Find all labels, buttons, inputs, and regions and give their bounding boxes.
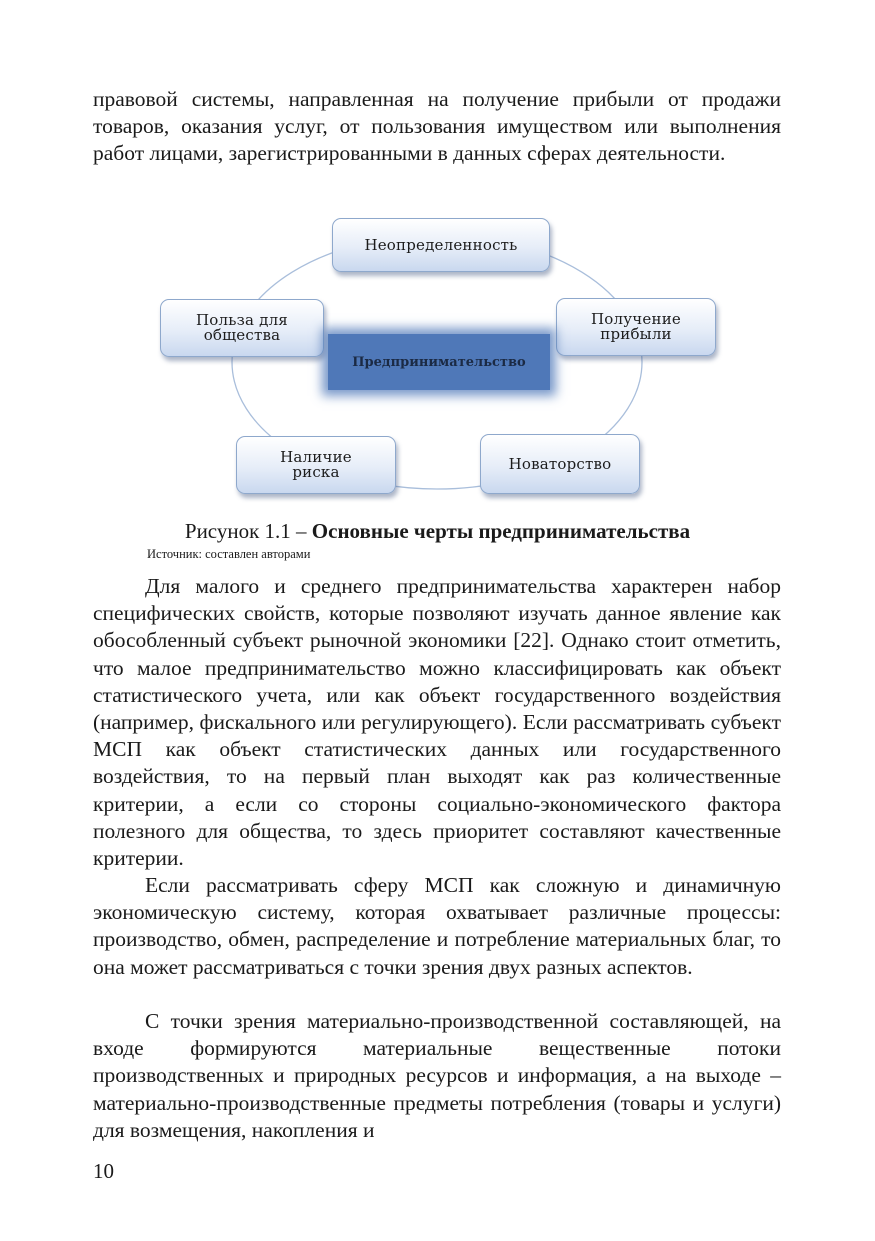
node-uncertainty: Неопределенность [332, 218, 550, 272]
paragraph-continued: правовой системы, направленная на получение прибыли от продажи товаров, оказания услуг, от пользования имуществом или выполнения работ лицами, зарегистрированными в данных сферах деятельности. [93, 87, 781, 166]
node-public-benefit: Польза для общества [160, 299, 324, 357]
paragraph-material-production: С точки зрения материально-производственной составляющей, на входе формируются материальные вещественные потоки производственных и природных ресурсов и информация, а на выходе – материально-производственные предметы потребления (товары и услуги) для возмещения, накопления и [93, 1009, 781, 1142]
caption-prefix: Рисунок 1.1 – [184, 519, 312, 543]
node-innovation: Новаторство [480, 434, 640, 494]
node-risk: Наличие риска [236, 436, 396, 494]
figure-caption [0, 519, 875, 544]
figure-source: Источник: составлен авторами [147, 547, 311, 561]
paragraph-sme-system: Если рассматривать сферу МСП как сложную и динамичную экономическую систему, которая охватывает различные процессы: производство, обмен, распределение и потребление материальных благ, то она может рассматриваться с точки зрения двух разных аспектов. [93, 873, 781, 979]
node-profit: Получение прибыли [556, 298, 716, 356]
entrepreneurship-features-diagram [150, 210, 725, 505]
paragraph-sme-properties: Для малого и среднего предпринимательства характерен набор специфических свойств, которые позволяют изучать данное явление как обособленный субъект рыночной экономики [22]. Однако стоит отметить, что малое предпринимательство можно классифицировать как объект статистического учета, или как объект государственного воздействия (например, фискального или регулирующего). Если рассматривать субъект МСП как объект статистических данных или государственного воздействия, то на первый план выходят как раз количественные критерии, а если со стороны социально-экономического фактора полезного для общества, то здесь приоритет составляют качественные критерии. [93, 574, 781, 871]
caption-title: Основные черты предпринимательства [311, 519, 691, 543]
page-number: 10 [93, 1159, 114, 1183]
node-entrepreneurship: Предпринимательство [328, 334, 550, 390]
